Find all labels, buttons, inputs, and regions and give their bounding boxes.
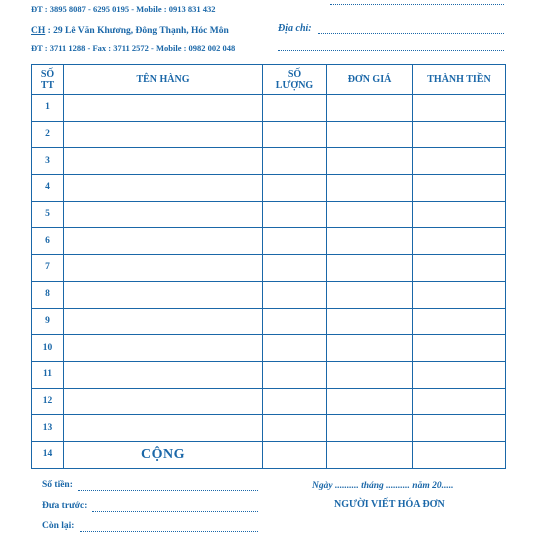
amount-cell[interactable] — [413, 335, 506, 362]
item-name-cell[interactable] — [64, 201, 263, 228]
paid-label: Đưa trước: — [42, 501, 88, 511]
row-number: 6 — [32, 228, 64, 255]
address-dotted-line-2[interactable] — [278, 50, 504, 51]
table-row — [32, 255, 506, 282]
table-row — [32, 388, 506, 415]
header-item-name: TÊN HÀNG — [64, 65, 263, 95]
amount-cell[interactable] — [413, 175, 506, 202]
quantity-cell[interactable] — [263, 148, 327, 175]
branch-address: : 29 Lê Văn Khương, Đông Thạnh, Hóc Môn — [45, 26, 229, 36]
table-header-row — [32, 65, 506, 95]
row-number: 13 — [32, 415, 64, 442]
top-right-dotted-line — [330, 4, 504, 5]
total-label-cell[interactable]: CỘNG — [64, 441, 263, 468]
remaining-dotted-line[interactable] — [80, 531, 258, 532]
header-quantity: SỐ LƯỢNG — [263, 65, 327, 95]
signer-label: NGƯỜI VIẾT HÓA ĐƠN — [334, 499, 445, 510]
table-row — [32, 441, 506, 468]
row-number: 3 — [32, 148, 64, 175]
item-name-cell[interactable] — [64, 415, 263, 442]
amount-cell[interactable] — [413, 255, 506, 282]
table-row — [32, 335, 506, 362]
table-body — [32, 95, 506, 469]
amount-cell[interactable] — [413, 95, 506, 122]
table-row — [32, 361, 506, 388]
unit-price-cell[interactable] — [327, 281, 413, 308]
quantity-cell[interactable] — [263, 415, 327, 442]
unit-price-cell[interactable] — [327, 415, 413, 442]
item-name-cell[interactable] — [64, 308, 263, 335]
quantity-cell[interactable] — [263, 361, 327, 388]
quantity-cell[interactable] — [263, 441, 327, 468]
header-stt: SỐ TT — [32, 65, 64, 95]
amount-dotted-line[interactable] — [78, 490, 258, 491]
amount-cell[interactable] — [413, 201, 506, 228]
table-row — [32, 281, 506, 308]
amount-cell[interactable] — [413, 228, 506, 255]
unit-price-cell[interactable] — [327, 388, 413, 415]
table-row — [32, 201, 506, 228]
unit-price-cell[interactable] — [327, 335, 413, 362]
table-row — [32, 228, 506, 255]
amount-cell[interactable] — [413, 361, 506, 388]
row-number: 14 — [32, 441, 64, 468]
remaining-label: Còn lại: — [42, 521, 75, 531]
amount-label: Số tiền: — [42, 480, 73, 490]
item-name-cell[interactable] — [64, 255, 263, 282]
item-name-cell[interactable] — [64, 175, 263, 202]
amount-cell[interactable] — [413, 281, 506, 308]
unit-price-cell[interactable] — [327, 255, 413, 282]
phone-line: ĐT : 3895 8087 - 6295 0195 - Mobile : 0913 831 432 — [31, 4, 216, 14]
table-row — [32, 175, 506, 202]
amount-cell[interactable] — [413, 308, 506, 335]
quantity-cell[interactable] — [263, 121, 327, 148]
address-label: Địa chỉ: — [278, 23, 312, 34]
invoice-table — [31, 64, 506, 469]
quantity-cell[interactable] — [263, 388, 327, 415]
unit-price-cell[interactable] — [327, 361, 413, 388]
row-number: 2 — [32, 121, 64, 148]
item-name-cell[interactable] — [64, 228, 263, 255]
unit-price-cell[interactable] — [327, 201, 413, 228]
unit-price-cell[interactable] — [327, 441, 413, 468]
branch-prefix: CH — [31, 26, 46, 36]
row-number: 10 — [32, 335, 64, 362]
amount-cell[interactable] — [413, 148, 506, 175]
row-number: 11 — [32, 361, 64, 388]
amount-cell[interactable] — [413, 388, 506, 415]
item-name-cell[interactable] — [64, 121, 263, 148]
quantity-cell[interactable] — [263, 228, 327, 255]
row-number: 9 — [32, 308, 64, 335]
amount-cell[interactable] — [413, 441, 506, 468]
item-name-cell[interactable] — [64, 148, 263, 175]
row-number: 5 — [32, 201, 64, 228]
row-number: 4 — [32, 175, 64, 202]
item-name-cell[interactable] — [64, 361, 263, 388]
header-amount: THÀNH TIỀN — [413, 65, 506, 95]
branch-contact-line: ĐT : 3711 1288 - Fax : 3711 2572 - Mobile : 0982 002 048 — [31, 43, 236, 53]
item-name-cell[interactable] — [64, 388, 263, 415]
row-number: 1 — [32, 95, 64, 122]
row-number: 8 — [32, 281, 64, 308]
address-dotted-line-1[interactable] — [318, 33, 504, 34]
quantity-cell[interactable] — [263, 281, 327, 308]
table-row — [32, 308, 506, 335]
unit-price-cell[interactable] — [327, 121, 413, 148]
amount-cell[interactable] — [413, 121, 506, 148]
unit-price-cell[interactable] — [327, 308, 413, 335]
table-row — [32, 95, 506, 122]
branch-address-line — [31, 26, 229, 36]
header-unit-price: ĐƠN GIÁ — [327, 65, 413, 95]
item-name-cell[interactable] — [64, 281, 263, 308]
unit-price-cell[interactable] — [327, 148, 413, 175]
quantity-cell[interactable] — [263, 335, 327, 362]
table-row — [32, 415, 506, 442]
quantity-cell[interactable] — [263, 95, 327, 122]
quantity-cell[interactable] — [263, 308, 327, 335]
table-row — [32, 121, 506, 148]
unit-price-cell[interactable] — [327, 175, 413, 202]
quantity-cell[interactable] — [263, 255, 327, 282]
unit-price-cell[interactable] — [327, 95, 413, 122]
table-row — [32, 148, 506, 175]
unit-price-cell[interactable] — [327, 228, 413, 255]
row-number: 12 — [32, 388, 64, 415]
paid-dotted-line[interactable] — [92, 511, 258, 512]
row-number: 7 — [32, 255, 64, 282]
quantity-cell[interactable] — [263, 175, 327, 202]
item-name-cell[interactable] — [64, 335, 263, 362]
date-line: Ngày .......... tháng .......... năm 20..... — [312, 481, 454, 491]
item-name-cell[interactable] — [64, 95, 263, 122]
quantity-cell[interactable] — [263, 201, 327, 228]
amount-cell[interactable] — [413, 415, 506, 442]
